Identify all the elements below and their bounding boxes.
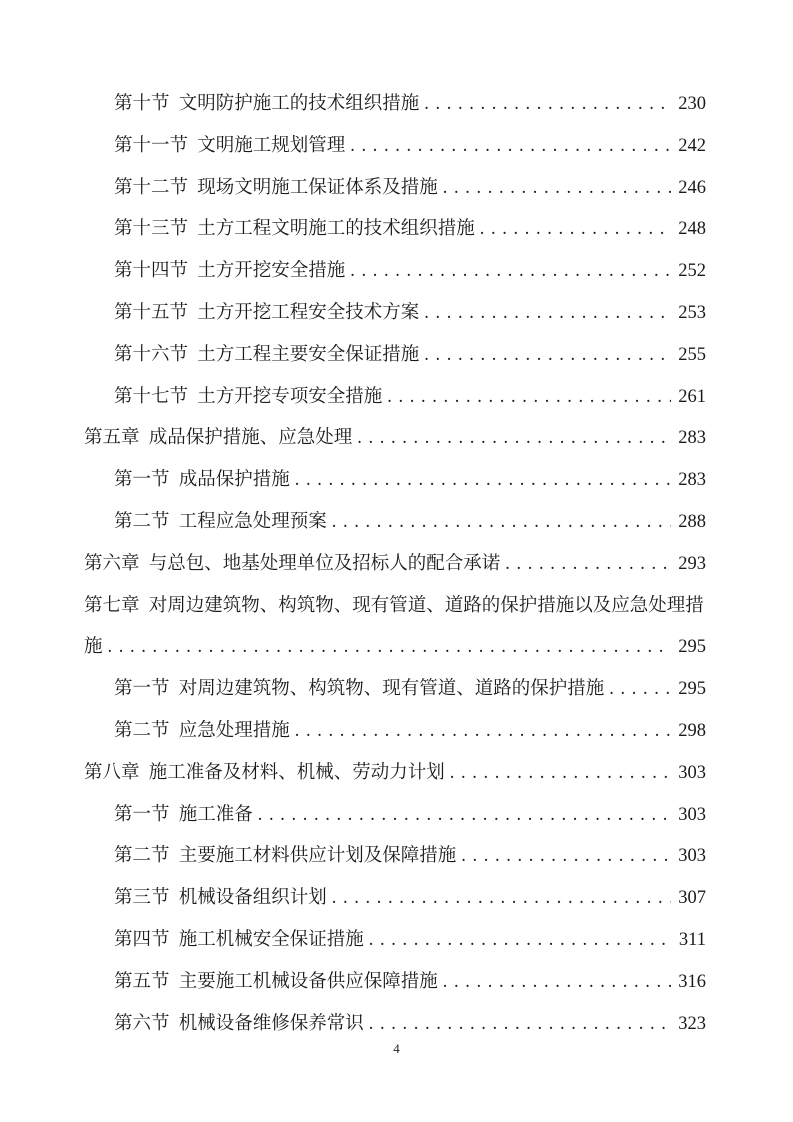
dot-leader [475,209,671,251]
toc-entry [84,502,706,544]
toc-entry-title: 第十七节 土方开挖专项安全措施 [114,386,383,407]
toc-entry-page-number: 316 [678,971,706,992]
toc-entry [84,836,706,878]
toc-entry-page-number: 246 [678,177,706,198]
toc-entry-title: 第二节 应急处理措施 [114,720,290,741]
dot-leader [419,335,671,377]
dot-leader [604,669,671,711]
toc-entry-title: 第五章 成品保护措施、应急处理 [84,428,353,449]
toc-entry-page-number: 283 [678,470,706,491]
dot-leader [364,1004,671,1046]
toc-entry-page-number: 242 [678,135,706,156]
dot-leader [103,627,672,669]
toc-entry-title: 第一节 对周边建筑物、构筑物、现有管道、道路的保护措施 [114,679,605,700]
dot-leader [438,962,671,1004]
dot-leader [352,418,671,460]
dot-leader [438,168,671,210]
toc-entry-title: 第四节 施工机械安全保证措施 [114,929,364,950]
dot-leader [327,878,671,920]
toc-entry [84,84,706,126]
toc-entry-page-number: 283 [678,428,706,449]
toc-entry [84,1004,706,1046]
toc-entry-title: 第八章 施工准备及材料、机械、劳动力计划 [84,762,445,783]
toc-entry-page-number: 307 [678,888,706,909]
toc-entry-title: 第三节 机械设备组织计划 [114,888,327,909]
dot-leader [456,836,671,878]
dot-leader [364,920,672,962]
toc-entry [84,753,706,795]
dot-leader [419,293,671,335]
toc-entry-title: 第一节 成品保护措施 [114,470,290,491]
dot-leader [382,377,671,419]
dot-leader [345,126,671,168]
toc-entry-title: 第二节 工程应急处理预案 [114,511,327,532]
toc-entry [84,377,706,419]
toc-entry-title: 第十三节 土方工程文明施工的技术组织措施 [114,219,475,240]
toc-entry [84,962,706,1004]
toc-entry [84,126,706,168]
toc-entry [84,878,706,920]
toc-entry [84,418,706,460]
toc-entry-page-number: 261 [678,386,706,407]
dot-leader [345,251,671,293]
toc-entry [84,795,706,837]
toc-entry-title: 施 [84,637,103,658]
toc-entry-page-number: 288 [678,511,706,532]
toc-entry-page-number: 252 [678,261,706,282]
toc-entry-page-number: 311 [678,929,706,950]
toc-entry-title: 第六章 与总包、地基处理单位及招标人的配合承诺 [84,553,501,574]
toc-entry-title: 第五节 主要施工机械设备供应保障措施 [114,971,438,992]
toc-entry-title: 第十节 文明防护施工的技术组织措施 [114,94,420,114]
toc-entry-page-number: 230 [678,94,706,114]
toc-entry-title: 第十五节 土方开挖工程安全技术方案 [114,302,420,323]
toc-entry-page-number: 303 [678,762,706,783]
dot-leader [253,795,671,837]
toc-entry-title: 第七章 对周边建筑物、构筑物、现有管道、道路的保护措施以及应急处理措 [84,595,704,616]
toc-entry-title: 第十六节 土方工程主要安全保证措施 [114,344,420,365]
table-of-contents [84,84,706,1045]
toc-entry [84,544,706,586]
page-number-footer: 4 [393,1041,400,1056]
toc-entry-page-number: 255 [678,344,706,365]
dot-leader [327,502,671,544]
toc-entry-page-number: 323 [678,1013,706,1034]
toc-entry [84,711,706,753]
toc-entry-title: 第十二节 现场文明施工保证体系及措施 [114,177,438,198]
toc-entry [84,586,706,628]
toc-entry [84,209,706,251]
toc-entry-title: 第六节 机械设备维修保养常识 [114,1013,364,1034]
toc-entry-title: 第十四节 土方开挖安全措施 [114,261,346,282]
toc-entry-page-number: 295 [678,679,706,700]
dot-leader [500,544,671,586]
toc-entry [84,460,706,502]
toc-entry [84,335,706,377]
dot-leader [419,84,671,126]
toc-entry-page-number: 303 [678,804,706,825]
toc-entry-page-number: 293 [678,553,706,574]
toc-entry [84,168,706,210]
toc-entry [84,627,706,669]
toc-entry-page-number: 253 [678,302,706,323]
toc-entry-title: 第十一节 文明施工规划管理 [114,135,346,156]
toc-entry-page-number: 248 [678,219,706,240]
toc-entry-page-number: 298 [678,720,706,741]
dot-leader [290,460,671,502]
toc-entry [84,920,706,962]
toc-entry-page-number: 295 [678,637,706,658]
dot-leader [445,753,671,795]
dot-leader [290,711,671,753]
toc-entry-title: 第一节 施工准备 [114,804,253,825]
toc-entry-title: 第二节 主要施工材料供应计划及保障措施 [114,846,457,867]
toc-entry-page-number: 303 [678,846,706,867]
toc-entry [84,669,706,711]
toc-entry [84,293,706,335]
toc-entry [84,251,706,293]
